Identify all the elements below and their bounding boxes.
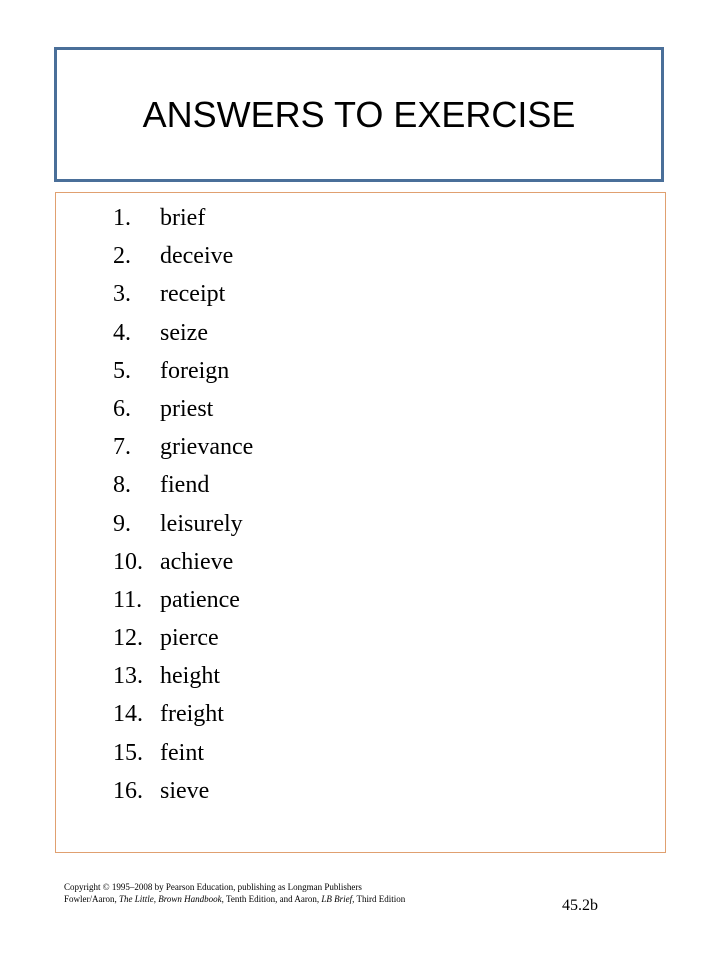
answer-item [113,314,253,352]
answer-item [113,543,253,581]
answer-word: brief [160,205,206,231]
answer-item [113,734,253,772]
answer-word: pierce [160,625,219,652]
citation-edition: Tenth Edition, and Aaron, [223,894,322,904]
answer-word: deceive [160,243,234,270]
answer-word: sieve [160,777,210,804]
citation-book-title: The Little, Brown Handbook, [119,894,224,904]
answer-word: height [160,663,220,690]
answer-item [113,352,253,390]
content-box [55,192,666,853]
slide-number: 45.2b [562,897,598,914]
answer-item [113,772,253,810]
answer-number: 1. [113,205,131,231]
slide-title: ANSWERS TO EXERCISE [142,93,576,135]
answer-number: 10. [113,548,143,575]
copyright-line: Copyright © 1995–2008 by Pearson Education, publishing as Longman Publishers [64,882,362,892]
citation-brief-edition: Third Edition [354,894,406,904]
answer-word: receipt [160,281,226,308]
answer-word: fiend [160,472,210,499]
answer-number: 14. [113,701,143,728]
answer-item [113,199,253,237]
answer-number: 16. [113,777,143,804]
answer-number: 9. [113,510,131,537]
copyright-footer [64,881,405,905]
answer-item [113,428,253,466]
answer-number: 7. [113,434,131,461]
answer-word: freight [160,701,224,728]
citation-brief-title: LB Brief, [321,894,355,904]
title-box [54,47,664,182]
citation-author: Fowler/Aaron, [64,894,119,904]
answer-word: achieve [160,548,234,575]
answer-item [113,619,253,657]
citation-line [64,893,405,905]
answer-item [113,275,253,313]
answer-item [113,657,253,695]
answer-number: 3. [113,281,131,308]
answer-item [113,695,253,733]
answer-item [113,581,253,619]
answer-number: 11. [113,586,143,613]
answer-word: grievance [160,434,254,461]
answer-word: seize [160,319,208,346]
answer-word: foreign [160,357,230,384]
answer-number: 13. [113,663,143,690]
answer-number: 12. [113,625,143,652]
answer-word: patience [160,586,240,613]
answer-number: 6. [113,395,131,422]
answer-item [113,390,253,428]
answer-item [113,237,253,275]
answer-word: leisurely [160,510,243,537]
answer-word: feint [160,739,204,766]
answer-list [113,199,253,810]
answer-number: 2. [113,243,131,270]
answer-number: 4. [113,319,131,346]
answer-word: priest [160,395,214,422]
answer-item [113,466,253,504]
answer-number: 5. [113,357,131,384]
answer-number: 8. [113,472,131,499]
answer-item [113,505,253,543]
answer-number: 15. [113,739,143,766]
